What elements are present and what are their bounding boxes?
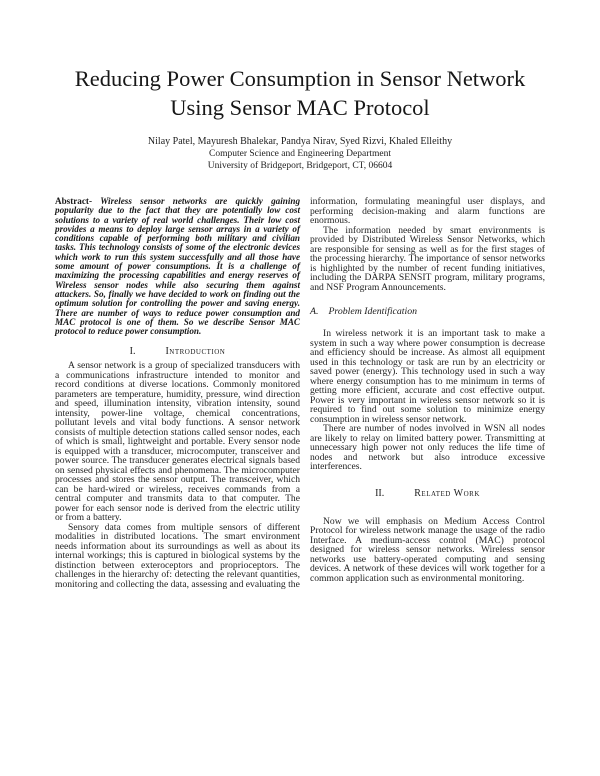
- abstract-label: Abstract-: [55, 196, 92, 206]
- subsection-title: Problem Identification: [328, 306, 418, 317]
- related-work-paragraph-1: Now we will emphasis on Medium Access Control Protocol for wireless network manage the usage of the radio Interface. A medium-access control (MAC) protocol designed for wireless sensor networks. Wireless sensor networks use battery-operated computing and sensing devices. A network of these devices will work together for a common application such as environmental monitoring.: [310, 515, 545, 584]
- abstract-text: Wireless sensor networks are quickly gaining popularity due to the fact that they are potentially low cost solutions to a variety of real world challenges. Their low cost provides a means to deploy large sensor arrays in a variety of conditions capable of performing both military and civilian tasks. This technology consists of some of the electronic devices which work to run this system successfully and all those have some amount of power consumptions. It is a challenge of maximizing the processing capabilities and energy reserves of Wireless sensor nodes while also securing them against attackers. So, finally we have decided to work on finding out the optimum solution for controlling the power and saving energy. There are number of ways to reduce power consumption and MAC protocol is one of them. So we describe Sensor MAC protocol to reduce power consumption.: [55, 196, 301, 337]
- intro-paragraph-3: The information needed by smart environments is provided by Distributed Wireless Sensor Networks, which are responsible for sensing as well as for the first stages of the processing hierarchy. The importance of sensor networks is highlighted by the number of recent funding initiatives, including the DARPA SENSIT program, military programs, and NSF Program Announcements.: [310, 224, 545, 293]
- two-column-body: [55, 197, 545, 589]
- problem-paragraph-1: In wireless network it is an important task to make a system in such a way where power consumption is decrease and efficiency should be increase. As almost all equipment used in this technology or task are run by an electricity or saved power (energy). This technology used in such a way where energy consumption has to me minimum in terms of getting more efficient, accurate and cost effective output. Power is very important in wireless sensor network so it is required to find out some solution to minimize energy consumption in wireless sensor network.: [310, 328, 545, 425]
- section-heading-related-work: [310, 488, 545, 499]
- section-title: Introduction: [165, 346, 226, 358]
- intro-paragraph-2: Sensory data comes from multiple sensors of different modalities in distributed locations. The smart environment needs information about its surroundings as well as about its internal workings; this is captured in biological systems by the distinction between exteroceptors and proprioceptors. The challenges in the hierarchy of: detecting the relevant quantities, monitoring and collecting the data, assessing and evaluating the: [55, 521, 300, 590]
- section-number: I.: [129, 346, 136, 358]
- section-title: Related Work: [414, 487, 480, 499]
- abstract-paragraph: [55, 197, 300, 336]
- affiliation-department: Computer Science and Engineering Department: [208, 149, 392, 159]
- problem-paragraph-2: There are number of nodes involved in WSN all nodes are likely to relay on limited battery power. Transmitting at unnecessary high power not only reduces the life time of nodes and network but also introduce excessive interferences.: [310, 423, 545, 472]
- title-line-2: Using Sensor MAC Protocol: [170, 95, 430, 120]
- page-title: [55, 64, 545, 122]
- subsection-heading-problem-identification: [310, 306, 545, 317]
- section-heading-introduction: [55, 346, 300, 357]
- title-line-1: Reducing Power Consumption in Sensor Network: [74, 66, 526, 91]
- intro-paragraph-2-continued: information, formulating meaningful user displays, and performing decision-making and alarm functions are enormous.: [310, 196, 545, 226]
- affiliation-university: University of Bridgeport, Bridgeport, CT, 06604: [207, 161, 393, 171]
- authors-line: Nilay Patel, Mayuresh Bhalekar, Pandya Nirav, Syed Rizvi, Khaled Elleithy: [147, 136, 453, 147]
- column-left: [55, 197, 300, 589]
- intro-paragraph-1: A sensor network is a group of specialized transducers with a communications infrastructure intended to monitor and record conditions at diverse locations. Commonly monitored parameters are temperature, humidity, pressure, wind direction and speed, illumination intensity, vibration intensity, sound intensity, power-line voltage, chemical concentrations, pollutant levels and vital body functions. A sensor network consists of multiple detection stations called sensor nodes, each of which is small, lightweight and portable. Every sensor node is equipped with a transducer, microcomputer, transceiver and power source. The transducer generates electrical signals based on sensed physical effects and phenomena. The microcomputer processes and stores the sensor output. The transceiver, which can be hard-wired or wireless, receives commands from a central computer and transmits data to that computer. The power for each sensor node is derived from the electric utility or from a battery.: [55, 360, 300, 524]
- subsection-number: A.: [310, 306, 319, 317]
- column-right: [310, 197, 545, 589]
- section-number: II.: [375, 487, 385, 499]
